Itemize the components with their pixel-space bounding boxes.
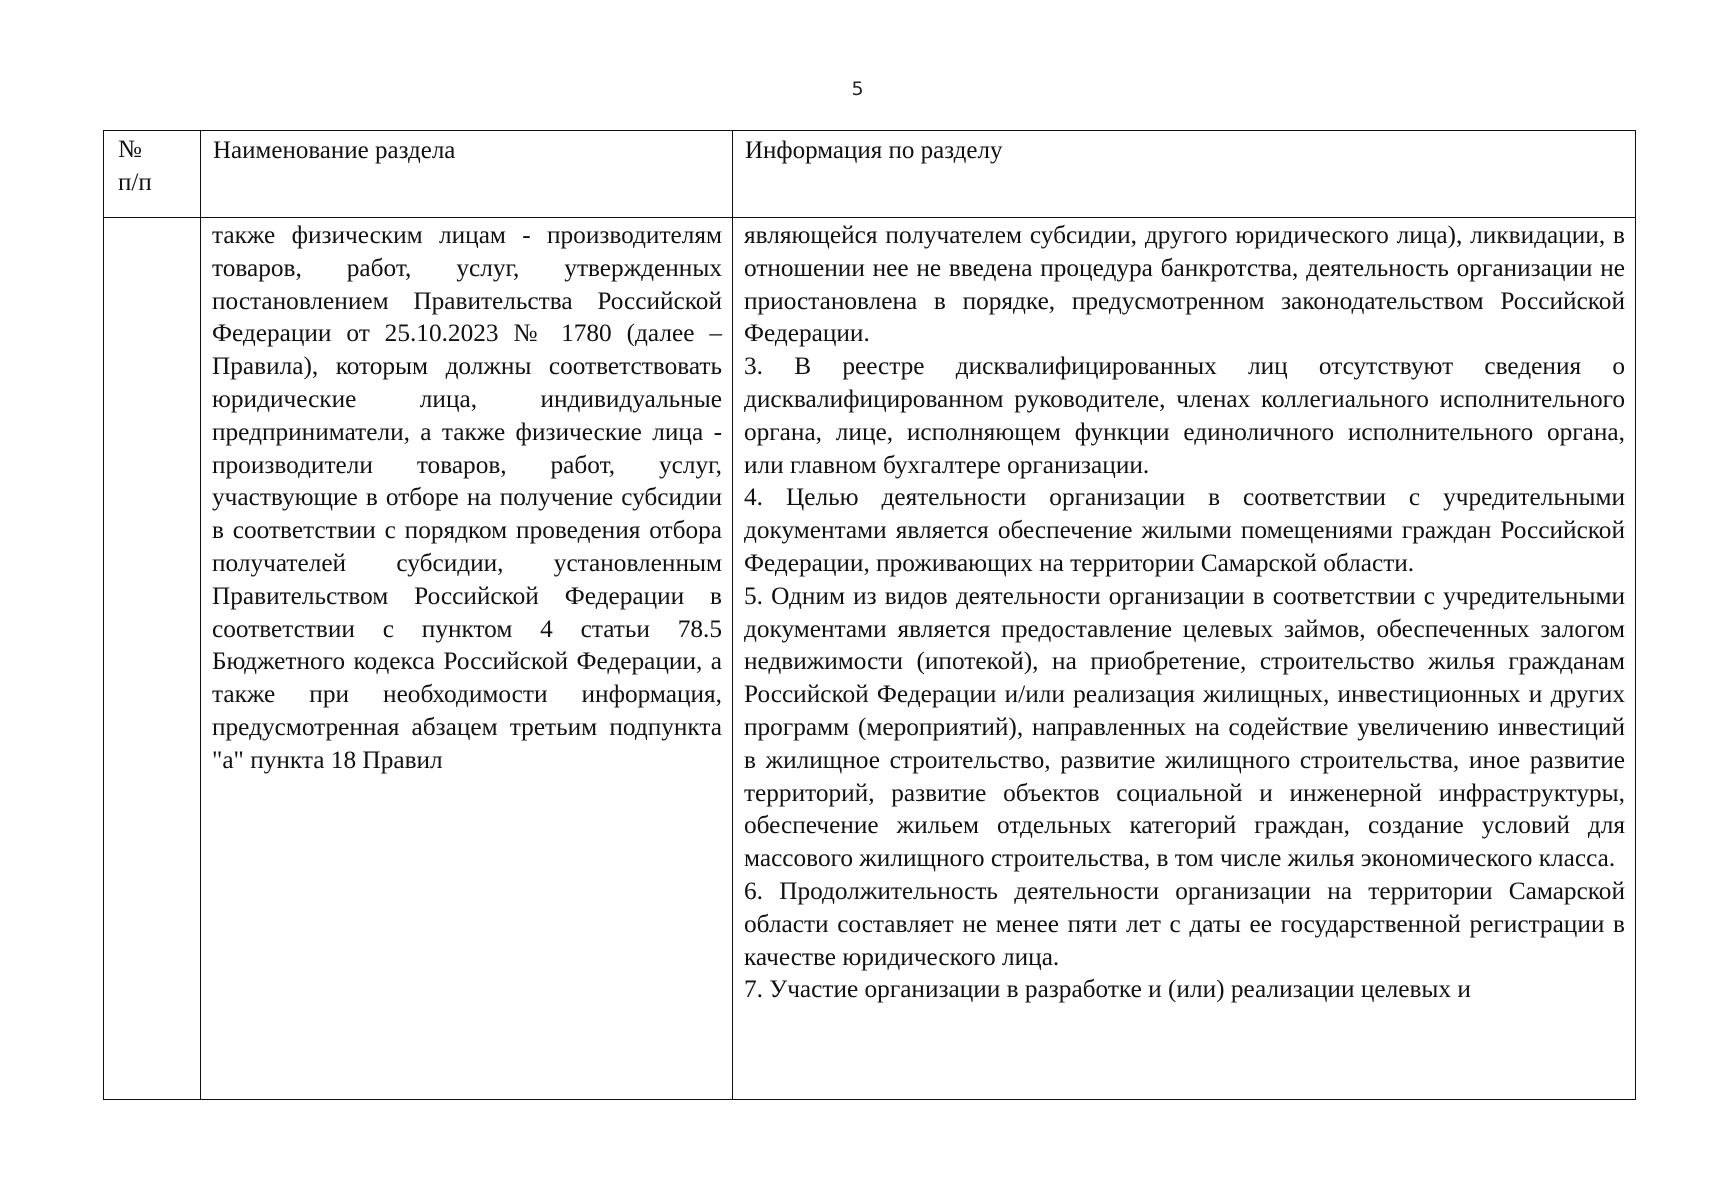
row-number-cell [104, 218, 201, 1100]
page-number: 5 [851, 78, 864, 100]
header-section-name: Наименование раздела [201, 131, 733, 218]
info-paragraph-5: 6. Продолжительность деятельности организации на территории Самарской области составляет не менее пяти лет с даты ее государственной регистрации в качестве юридического лица. [744, 876, 1625, 971]
info-paragraph-1: являющейся получателем субсидии, другого юридического лица), ликвидации, в отношении нее не введена процедура банкротства, деятельность организации не приостановлена в порядке, предусмотренном законодательством Российской Федерации. [744, 221, 1625, 348]
info-paragraph-2: 3. В реестре дисквалифицированных лиц отсутствуют сведения о дисквалифицированном руководителе, членах коллегиального исполнительного органа, лице, исполняющем функции единоличного исполнительного органа, или главном бухгалтере организации. [744, 352, 1625, 479]
section-table [103, 130, 1636, 1100]
section-name-text: также физическим лицам - производителям товаров, работ, услуг, утвержденных постановлением Правительства Российской Федерации от 25.10.2023 № 1780 (далее – Правила), которым должны соответствовать юридические лица, индивидуальные предприниматели, а также физические лица - производители товаров, работ, услуг, участвующие в отборе на получение субсидии в соответствии с порядком проведения отбора получателей субсидии, установленным Правительством Российской Федерации в соответствии с пунктом 4 статьи 78.5 Бюджетного кодекса Российской Федерации, а также при необходимости информация, предусмотренная абзацем третьим подпункта "а" пункта 18 Правил [212, 221, 722, 774]
info-paragraph-3: 4. Целью деятельности организации в соответствии с учредительными документами является обеспечение жилыми помещениями граждан Российской Федерации, проживающих на территории Самарской области. [744, 483, 1625, 577]
table-row [104, 218, 1636, 1100]
table-header-row [104, 131, 1636, 218]
header-number-abbrev: п/п [118, 169, 152, 196]
info-paragraph-4: 5. Одним из видов деятельности организации в соответствии с учредительными документами является предоставление целевых займов, обеспеченных залогом недвижимости (ипотекой), на приобретение, строительство жилья гражданам Российской Федерации и/или реализация жилищных, инвестиционных и других программ (мероприятий), направленных на содействие увеличению инвестиций в жилищное строительство, развитие жилищного строительства, иное развитие территорий, развитие объектов социальной и инженерной инфраструктуры, обеспечение жильем отдельных категорий граждан, создание условий для массового жилищного строительства, в том числе жилья экономического класса. [744, 581, 1625, 873]
header-section-info: Информация по разделу [733, 131, 1636, 218]
row-section-name-cell [201, 218, 733, 1100]
header-number-cell [104, 131, 201, 218]
header-number-symbol: № [118, 136, 142, 163]
row-section-info-cell [733, 218, 1636, 1100]
info-paragraph-6: 7. Участие организации в разработке и (или) реализации целевых и [744, 975, 1471, 1004]
